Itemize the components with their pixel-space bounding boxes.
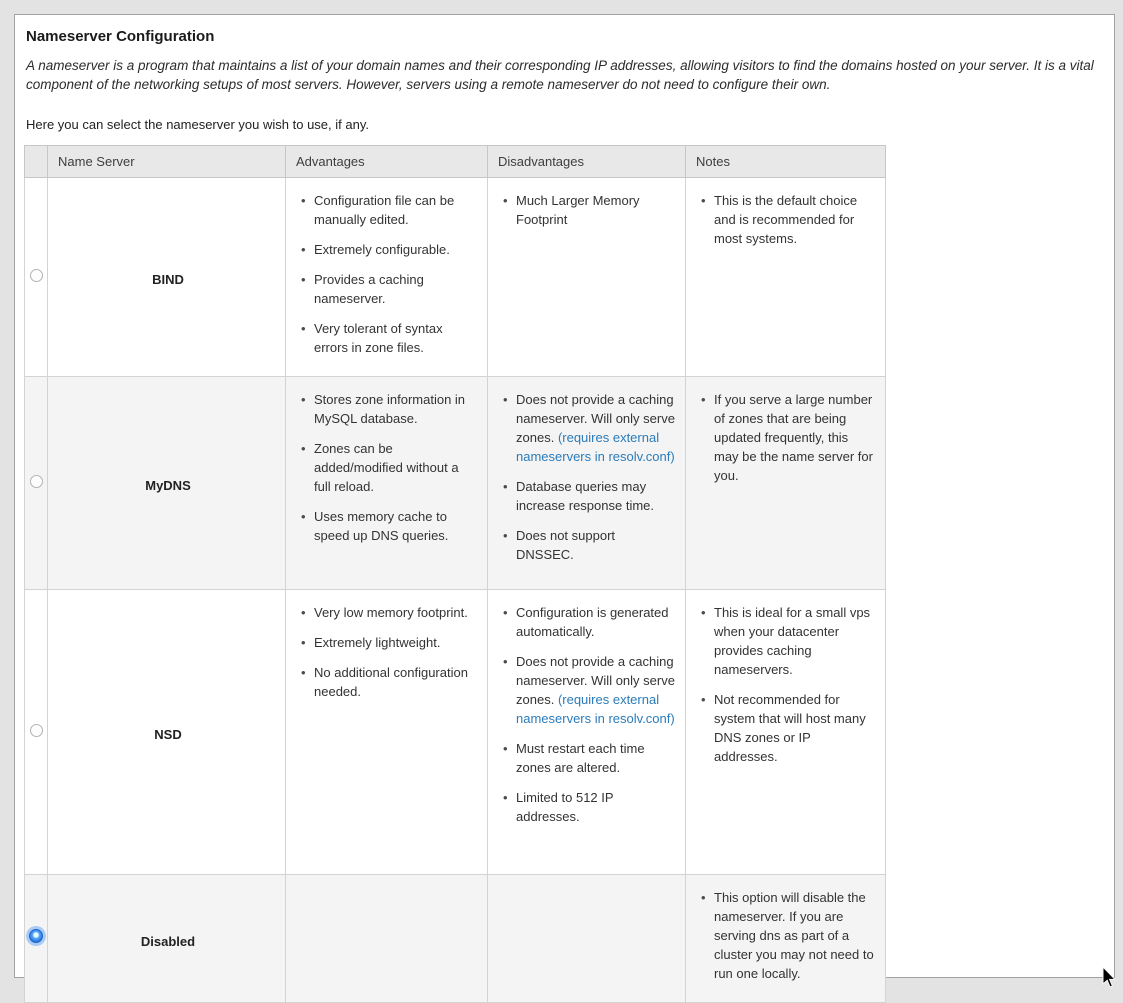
nameserver-name-bind: BIND bbox=[48, 178, 286, 377]
advantages-empty-cell bbox=[286, 875, 488, 1003]
list-item: • This option will disable the nameserver. If you are serving dns as part of a cluster you may not need to run one locally. bbox=[699, 888, 875, 983]
advantages-list bbox=[299, 390, 477, 545]
list-item: • Stores zone information in MySQL database. bbox=[299, 390, 477, 428]
list-item: • Much Larger Memory Footprint bbox=[501, 191, 675, 229]
list-item: • This is the default choice and is recommended for most systems. bbox=[699, 191, 875, 248]
list-item: • Not recommended for system that will host many DNS zones or IP addresses. bbox=[699, 690, 875, 766]
disadvantages-empty-cell bbox=[488, 875, 686, 1003]
nameserver-name-nsd: NSD bbox=[48, 590, 286, 875]
table-row-bind bbox=[25, 178, 886, 377]
column-header-name-server: Name Server bbox=[48, 146, 286, 178]
list-item: • Very tolerant of syntax errors in zone files. bbox=[299, 319, 477, 357]
list-item: • This is ideal for a small vps when your datacenter provides caching nameservers. bbox=[699, 603, 875, 679]
column-header-advantages: Advantages bbox=[286, 146, 488, 178]
notes-list bbox=[699, 191, 875, 248]
list-item: • Very low memory footprint. bbox=[299, 603, 477, 622]
notes-list bbox=[699, 390, 875, 485]
notes-list bbox=[699, 603, 875, 766]
list-item: • Extremely configurable. bbox=[299, 240, 477, 259]
content-panel bbox=[14, 14, 1115, 981]
table-row-nsd bbox=[25, 590, 886, 875]
radio-nsd[interactable] bbox=[30, 724, 43, 737]
list-item: • No additional configuration needed. bbox=[299, 663, 477, 701]
advantages-list bbox=[299, 603, 477, 701]
list-item-text: Does not provide a caching nameserver. Will only serve zones. bbox=[516, 654, 675, 707]
table-row-mydns bbox=[25, 377, 886, 590]
page-title: Nameserver Configuration bbox=[26, 28, 215, 45]
nameserver-table bbox=[24, 145, 886, 1003]
list-item: • Zones can be added/modified without a full reload. bbox=[299, 439, 477, 496]
radio-mydns[interactable] bbox=[30, 475, 43, 488]
advantages-list bbox=[299, 191, 477, 357]
page-instruction: Here you can select the nameserver you wish to use, if any. bbox=[26, 117, 369, 132]
list-item: • If you serve a large number of zones that are being updated frequently, this may be the name server for you. bbox=[699, 390, 875, 485]
list-item bbox=[501, 390, 675, 466]
list-item: • Database queries may increase response time. bbox=[501, 477, 675, 515]
resolv-conf-link[interactable]: (requires external nameservers in resolv.conf) bbox=[516, 692, 675, 726]
list-item: • Must restart each time zones are altered. bbox=[501, 739, 675, 777]
table-row-disabled bbox=[25, 875, 886, 1003]
list-item: • Limited to 512 IP addresses. bbox=[501, 788, 675, 826]
column-header-disadvantages: Disadvantages bbox=[488, 146, 686, 178]
radio-bind[interactable] bbox=[30, 269, 43, 282]
disadvantages-list bbox=[501, 390, 675, 564]
column-header-notes: Notes bbox=[686, 146, 886, 178]
table-header-row bbox=[25, 146, 886, 178]
nameserver-name-mydns: MyDNS bbox=[48, 377, 286, 590]
list-item: • Provides a caching nameserver. bbox=[299, 270, 477, 308]
list-item: • Extremely lightweight. bbox=[299, 633, 477, 652]
resolv-conf-link[interactable]: (requires external nameservers in resolv.conf) bbox=[516, 430, 675, 464]
list-item-text: Does not provide a caching nameserver. Will only serve zones. bbox=[516, 392, 675, 445]
list-item bbox=[501, 652, 675, 728]
disadvantages-list bbox=[501, 603, 675, 826]
column-header-radio bbox=[25, 146, 48, 178]
list-item: • Uses memory cache to speed up DNS queries. bbox=[299, 507, 477, 545]
list-item: • Configuration file can be manually edited. bbox=[299, 191, 477, 229]
page-description: A nameserver is a program that maintains a list of your domain names and their corresponding IP addresses, allowing visitors to find the domains hosted on your server. It is a vital component of the networking setups of most servers. However, servers using a remote nameserver do not need to configure their own. bbox=[26, 58, 1094, 92]
disadvantages-list bbox=[501, 191, 675, 229]
nameserver-name-disabled: Disabled bbox=[48, 875, 286, 1003]
notes-list bbox=[699, 888, 875, 983]
radio-disabled[interactable] bbox=[29, 929, 43, 943]
list-item: • Does not support DNSSEC. bbox=[501, 526, 675, 564]
list-item: • Configuration is generated automatically. bbox=[501, 603, 675, 641]
